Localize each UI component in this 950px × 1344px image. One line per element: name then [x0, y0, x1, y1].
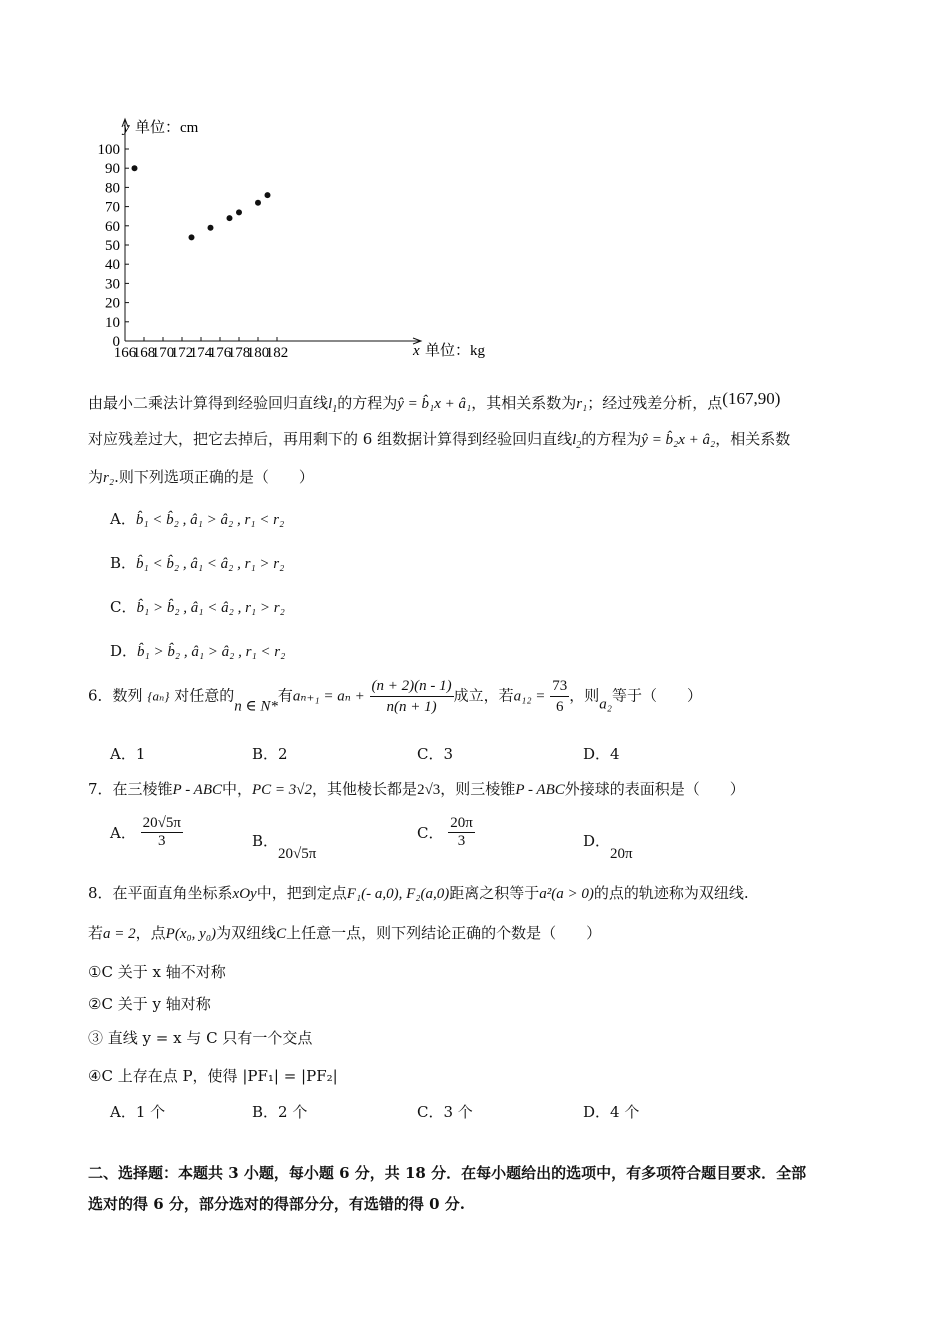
xoy: xOy [232, 886, 257, 902]
y-tick-label: 30 [105, 276, 120, 293]
edge-length: 2√3 [417, 782, 441, 798]
q6-option-a[interactable]: A．1 [110, 745, 146, 763]
a12-value: $\frac{73}{6}$ [552, 678, 568, 715]
section-2-heading: 二、选择题：本题共 3 小题，每小题 6 分，共 18 分．在每小题给出的选项中，有多项符合题目要求．全部 [88, 1164, 807, 1182]
y-tick-label: 100 [97, 142, 120, 158]
data-point [236, 209, 242, 215]
data-point [132, 165, 138, 171]
y-tick-label: 90 [105, 161, 120, 178]
line-l2: $l_2$ [572, 432, 582, 451]
regression-equation-1: ŷ = b̂₁x + â₁ [397, 396, 472, 412]
a-squared: a²(a > 0) [539, 886, 594, 902]
y-tick-label: 80 [105, 180, 120, 197]
a-value: a = 2 [103, 926, 136, 942]
q8-statement-4: ④C 上存在点 P，使得 |PF₁| = |PF₂| [88, 1067, 338, 1085]
x-tick-label: 174 [189, 345, 213, 361]
q5-text: 由最小二乘法计算得到经验回归直线 [88, 394, 329, 412]
q8-line-2: 若a = 2，点P(x₀, y₀)为双纽线C上任意一点，则下列结论正确的个数是（ ） [88, 924, 602, 942]
q8-line-1: 8．在平面直角坐标系xOy中，把到定点F₁(- a,0), F₂(a,0)距离之积等于a²(a > 0)的点的轨迹称为双纽线. [88, 884, 749, 902]
y-tick-label: 70 [105, 199, 120, 216]
x-tick-label: 176 [208, 345, 232, 361]
x-tick-label: 168 [132, 345, 156, 361]
q5-text: .则下列选项正确的是（ ） [114, 468, 314, 486]
q5-text: 为 [88, 468, 104, 486]
q5-line-3 [88, 466, 314, 487]
n-condition: n ∈ N* [234, 698, 278, 715]
x-tick-label: 182 [265, 345, 289, 361]
x-tick-label: 178 [227, 345, 251, 361]
x-axis-variable: x [413, 343, 420, 359]
data-point [265, 192, 271, 198]
x-tick-label: 170 [151, 345, 175, 361]
q7-option-a[interactable]: A． $\frac{20√5\pi}{3}$ [110, 815, 181, 849]
q8-statement-1: ①C 关于 x 轴不对称 [88, 963, 226, 981]
y-tick-label: 10 [105, 314, 120, 331]
q7-option-c[interactable]: C． $\frac{20\pi}{3}$ [417, 815, 473, 849]
data-point [227, 215, 233, 221]
q6-option-b[interactable]: B．2 [252, 745, 288, 763]
q5-text: ，其相关系数为 [471, 394, 577, 412]
q8-option-c[interactable]: C．3 个 [417, 1103, 473, 1121]
a2: a₂ [599, 696, 612, 713]
q8-statement-2: ②C 关于 y 轴对称 [88, 995, 211, 1013]
section-2-heading-cont: 选对的得 6 分，部分选对的得部分分，有选错的得 0 分. [88, 1195, 465, 1213]
y-tick-label: 60 [105, 218, 120, 235]
curve-c: C [276, 926, 287, 942]
sequence: {aₙ} [147, 688, 170, 704]
point-p: P(x₀, y₀) [165, 926, 217, 942]
q5-option-c[interactable]: C．b̂₁ > b̂₂ , â₁ < â₂ , r₁ > r₂ [110, 598, 285, 616]
a12: a₁₂ = [513, 688, 546, 705]
data-points [132, 165, 271, 240]
q6-option-d[interactable]: D．4 [583, 745, 620, 763]
q8-statement-3: ③ 直线 y = x 与 C 只有一个交点 [88, 1029, 313, 1047]
data-point [208, 225, 214, 231]
q5-text: ；经过残差分析，点 [587, 394, 723, 412]
data-point [255, 200, 261, 206]
outlier-point: (167,90) [722, 389, 781, 408]
q6-option-c[interactable]: C．3 [417, 745, 454, 763]
pc-length: PC = 3√2 [252, 782, 313, 798]
r2: r₂ [103, 470, 115, 486]
q5-text: 的方程为 [581, 430, 642, 448]
tetrahedron: P - ABC [515, 782, 565, 798]
data-point [189, 234, 195, 240]
q5-option-d[interactable]: D．b̂₁ > b̂₂ , â₁ > â₂ , r₁ < r₂ [110, 642, 286, 660]
q8-option-a[interactable]: A．1 个 [110, 1103, 166, 1121]
q5-text: 对应残差过大，把它去掉后，再用剩下的 6 组数据计算得到经验回归直线 [88, 430, 573, 448]
y-tick-labels [98, 142, 130, 350]
q5-option-a[interactable]: A．b̂₁ < b̂₂ , â₁ > â₂ , r₁ < r₂ [110, 510, 285, 528]
r1: r₁ [576, 396, 588, 412]
q5-option-b[interactable]: B．b̂₁ < b̂₂ , â₁ < â₂ , r₁ > r₂ [110, 554, 285, 572]
q5-text: 的方程为 [337, 394, 398, 412]
q7-stem: 7．在三棱锥P - ABC中，PC = 3√2，其他棱长都是2√3，则三棱锥P - ABC外接球的表面积是（ ） [88, 780, 745, 798]
y-axis-label: 单位：cm [135, 120, 199, 136]
x-tick-label: 180 [246, 345, 270, 361]
y-tick-label: 0 [112, 334, 120, 350]
x-axis-label: 单位：kg [425, 343, 486, 359]
tetrahedron: P - ABC [172, 782, 222, 798]
chart-axes [122, 119, 421, 344]
q8-option-b[interactable]: B．2 个 [252, 1103, 308, 1121]
x-tick-label: 172 [170, 345, 194, 361]
q5-line-2 [88, 428, 790, 451]
y-tick-label: 40 [105, 257, 120, 274]
x-tick-label: 166 [113, 345, 137, 361]
q7-option-d[interactable]: D．20π [583, 832, 633, 862]
regression-equation-2: ŷ = b̂₂x + â₂ [641, 432, 716, 448]
foci: F₁(- a,0), F₂(a,0) [346, 886, 450, 902]
line-l1: $l_1$ [328, 396, 338, 415]
q5-line-1 [88, 389, 780, 415]
q7-option-b[interactable]: B．20√5π [252, 832, 317, 862]
recurrence-lhs: aₙ₊₁ = aₙ + [292, 688, 365, 705]
y-axis-variable: y [123, 120, 130, 136]
q6-number: 6．数列 [88, 686, 143, 705]
q8-option-d[interactable]: D．4 个 [583, 1103, 640, 1121]
y-tick-label: 20 [105, 295, 120, 312]
recurrence-fraction: $\frac{(n + 2)(n - 1)}{n(n + 1)}$ [371, 678, 452, 715]
q6-stem: 6．数列 {aₙ} 对任意的n ∈ N*有aₙ₊₁ = aₙ + $\frac{(n + 2)(n - 1)}{n(n + 1)}$ 成立，若a₁₂ = $\frac{73}{6}$ ，则a₂等于（ ） [88, 678, 702, 715]
y-tick-label: 50 [105, 238, 120, 254]
q5-text: ，相关系数 [715, 430, 791, 448]
scatter-chart [95, 110, 515, 370]
